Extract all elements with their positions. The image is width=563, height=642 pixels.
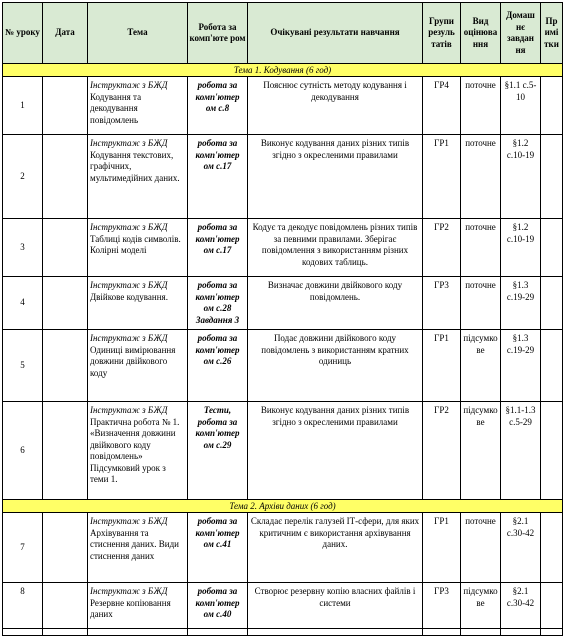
theme-title: Тема 2. Архіви даних (6 год) (3, 500, 563, 513)
result-group: ГР1 (423, 135, 461, 219)
table-row (3, 513, 563, 583)
notes (541, 330, 563, 402)
result-group: ГР1 (423, 513, 461, 583)
assessment-type: поточне (461, 77, 501, 135)
homework: §2.1 с.30-42 (501, 583, 541, 629)
cell (501, 629, 541, 636)
lesson-number: 8 (3, 583, 43, 629)
header-row (3, 3, 563, 64)
lesson-number: 7 (3, 513, 43, 583)
lesson-date (43, 135, 88, 219)
header-expected-results: Очікувані результати навчання (248, 3, 423, 64)
expected-result: Визначає довжини двійкового коду повідомлень. (248, 277, 423, 330)
homework: §1.3 с.19-29 (501, 330, 541, 402)
homework: §1.3 с.19-29 (501, 277, 541, 330)
expected-result: Пояснює сутність методу кодування і декодування (248, 77, 423, 135)
header-topic: Тема (88, 3, 188, 64)
header-notes: Пр имі тки (541, 3, 563, 64)
lesson-date (43, 513, 88, 583)
lesson-plan-table (2, 2, 563, 636)
topic-text: Кодування текстових, графічних, мультимедійних даних. (90, 149, 180, 183)
header-assessment-type: Вид оцінюва ння (461, 3, 501, 64)
expected-result: Виконує кодування даних різних типів згідно з окресленими правилами (248, 402, 423, 500)
notes (541, 513, 563, 583)
notes (541, 402, 563, 500)
homework: §2.1 с.30-42 (501, 513, 541, 583)
computer-work: Тести, робота за комп'ютер ом с.29 (188, 402, 248, 500)
theme-row (3, 64, 563, 77)
lesson-topic (88, 330, 188, 402)
cell (423, 629, 461, 636)
safety-note: Інструктаж з БЖД (90, 138, 168, 148)
expected-result: Складає перелік галузей ІТ-сфери, для яких критичним є використання архівування даних. (248, 513, 423, 583)
computer-work: робота за комп'ютер ом с.26 (188, 330, 248, 402)
computer-work: робота за комп'ютер ом с.41 (188, 513, 248, 583)
cell (188, 629, 248, 636)
header-homework: Домаш нє завдан ня (501, 3, 541, 64)
lesson-number: 4 (3, 277, 43, 330)
lesson-number: 1 (3, 77, 43, 135)
expected-result: Створює резервну копію власних файлів і системи (248, 583, 423, 629)
computer-work: робота за комп'ютер ом с.40 (188, 583, 248, 629)
notes (541, 219, 563, 277)
computer-work: робота за комп'ютер ом с.17 (188, 135, 248, 219)
computer-work (188, 277, 248, 330)
lesson-date (43, 583, 88, 629)
lesson-date (43, 402, 88, 500)
result-group: ГР2 (423, 402, 461, 500)
computer-work: робота за комп'ютер ом с.8 (188, 77, 248, 135)
homework: §1.1-1.3 с.5-29 (501, 402, 541, 500)
table-row (3, 330, 563, 402)
safety-note: Інструктаж з БЖД (90, 405, 168, 415)
assessment-type: підсумко ве (461, 330, 501, 402)
computer-work-task: Завдання 3 (195, 314, 240, 325)
table-row (3, 135, 563, 219)
notes (541, 583, 563, 629)
header-lesson-number: № уроку (3, 3, 43, 64)
result-group: ГР3 (423, 277, 461, 330)
safety-note: Інструктаж з БЖД (90, 280, 168, 290)
topic-text: Таблиці кодів символів. Колірні моделі (90, 233, 181, 255)
result-group: ГР2 (423, 219, 461, 277)
cell (88, 629, 188, 636)
topic-text: Кодування та декодування повідомлень (90, 91, 142, 125)
topic-text: Резервне копіювання даних (90, 597, 171, 619)
theme-row (3, 500, 563, 513)
topic-text: Двійкове кодування. (90, 291, 168, 302)
header-result-groups: Групи резуль татів (423, 3, 461, 64)
expected-result: Подає довжини двійкового коду повідомлень з використанням кратних одиниць (248, 330, 423, 402)
table-row (3, 277, 563, 330)
cell (43, 629, 88, 636)
table-row (3, 583, 563, 629)
lesson-topic (88, 77, 188, 135)
lesson-date (43, 330, 88, 402)
assessment-type: підсумко ве (461, 583, 501, 629)
theme-title: Тема 1. Кодування (6 год) (3, 64, 563, 77)
result-group: ГР4 (423, 77, 461, 135)
safety-note: Інструктаж з БЖД (90, 80, 168, 90)
notes (541, 277, 563, 330)
lesson-topic (88, 402, 188, 500)
topic-text: Одиниці вимірювання довжини двійкового коду (90, 344, 176, 378)
computer-work: робота за комп'ютер ом с.17 (188, 219, 248, 277)
lesson-date (43, 77, 88, 135)
table-row-partial (3, 629, 563, 636)
header-computer-work: Робота за комп'юте ром (188, 3, 248, 64)
lesson-date (43, 277, 88, 330)
expected-result: Виконує кодування даних різних типів згідно з окресленими правилами (248, 135, 423, 219)
lesson-topic (88, 583, 188, 629)
assessment-type: поточне (461, 135, 501, 219)
lesson-number: 5 (3, 330, 43, 402)
safety-note: Інструктаж з БЖД (90, 516, 168, 526)
header-date: Дата (43, 3, 88, 64)
cell (461, 629, 501, 636)
lesson-number: 2 (3, 135, 43, 219)
assessment-type: підсумко ве (461, 402, 501, 500)
topic-text: Практична робота № 1. «Визначення довжини двійкового коду повідомлень» Підсумковий урок з теми 1. (90, 416, 180, 484)
lesson-topic (88, 277, 188, 330)
cell (248, 629, 423, 636)
computer-work-text: робота за комп'ютер ом с.28 (195, 280, 240, 313)
cell (3, 629, 43, 636)
lesson-topic (88, 219, 188, 277)
cell (541, 629, 563, 636)
lesson-topic (88, 513, 188, 583)
safety-note: Інструктаж з БЖД (90, 222, 168, 232)
lesson-date (43, 219, 88, 277)
lesson-number: 6 (3, 402, 43, 500)
result-group: ГР3 (423, 583, 461, 629)
assessment-type: поточне (461, 277, 501, 330)
notes (541, 77, 563, 135)
expected-result: Кодує та декодує повідомлень різних типів за певними правилами. Зберігає повідомлення з використанням різних кодових таблиць. (248, 219, 423, 277)
table-row (3, 219, 563, 277)
homework: §1.2 с.10-19 (501, 219, 541, 277)
result-group: ГР1 (423, 330, 461, 402)
homework: §1.1 с.5-10 (501, 77, 541, 135)
lesson-number: 3 (3, 219, 43, 277)
assessment-type: поточне (461, 513, 501, 583)
notes (541, 135, 563, 219)
table-row (3, 402, 563, 500)
safety-note: Інструктаж з БЖД (90, 333, 168, 343)
topic-text: Архівування та стиснення даних. Види стиснення даних (90, 527, 179, 561)
homework: §1.2 с.10-19 (501, 135, 541, 219)
lesson-topic (88, 135, 188, 219)
assessment-type: поточне (461, 219, 501, 277)
table-row (3, 77, 563, 135)
safety-note: Інструктаж з БЖД (90, 586, 168, 596)
